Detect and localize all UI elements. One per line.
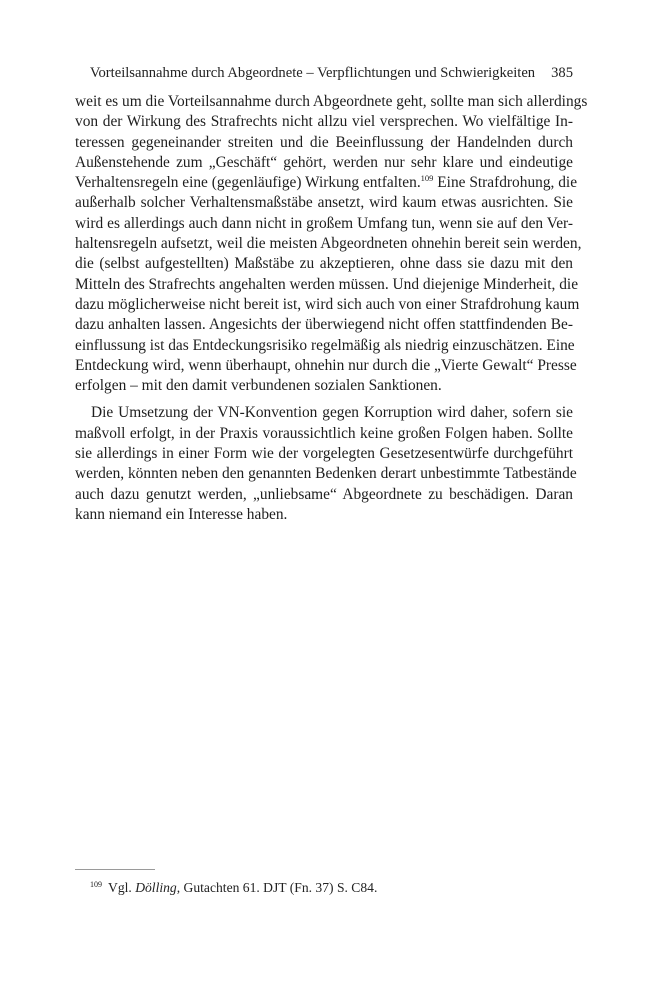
text-line: Die Umsetzung der VN-Konvention gegen Korruption wird daher, sofern sie (91, 404, 573, 422)
page-number: 385 (551, 65, 573, 81)
text-line: dazu möglicherweise nicht bereit ist, wird sich auch von einer Strafdrohung kaum (75, 295, 580, 313)
running-header-title: Vorteilsannahme durch Abgeordnete – Verpflichtungen und Schwierigkeiten (89, 65, 536, 81)
text-line: außerhalb solcher Verhaltensmaßstäbe ansetzt, wird kaum etwas ausrichten. Sie (75, 194, 573, 212)
text-line: sie allerdings in einer Form wie der vorgelegten Gesetzesentwürfe durchgeführt (75, 445, 573, 463)
footnote-citation: , Gutachten 61. DJT (Fn. 37) S. C84. (176, 880, 378, 895)
text-line: dazu anhalten lassen. Angesichts der überwiegend nicht offen stattfindenden Be- (75, 316, 573, 334)
text-line (75, 173, 578, 193)
footnote-divider (75, 869, 155, 870)
paragraph-2 (75, 403, 577, 525)
footnote-prefix: Vgl. (108, 880, 136, 895)
text-line: Mitteln des Strafrechts angehalten werden müssen. Und diejenige Minderheit, die (75, 275, 579, 293)
text-line: einflussung ist das Entdeckungsrisiko regelmäßig als niedrig einzuschätzen. Eine (75, 336, 575, 354)
text-line: weit es um die Vorteilsannahme durch Abgeordnete geht, sollte man sich allerdings (75, 93, 588, 110)
text-line: erfolgen – mit den damit verbundenen sozialen Sanktionen. (75, 377, 442, 395)
running-header (75, 63, 573, 83)
text-segment: Verhaltensregeln eine (gegenläufige) Wirkung entfalten. (75, 174, 421, 192)
text-line: kann niemand ein Interesse haben. (75, 505, 288, 523)
text-line: werden, könnten neben den genannten Bedenken derart unbestimmte Tatbestände (75, 465, 577, 483)
text-line: Außenstehende zum „Geschäft“ gehört, werden nur sehr klare und eindeutige (75, 153, 573, 171)
footnote-author: Dölling (135, 880, 177, 895)
text-line: von der Wirkung des Strafrechts nicht allzu viel versprechen. Wo vielfältige In- (75, 113, 573, 131)
text-line: Entdeckung wird, wenn überhaupt, ohnehin nur durch die „Vierte Gewalt“ Presse (75, 356, 577, 374)
footnote-109 (90, 879, 377, 897)
text-line: haltensregeln aufsetzt, weil die meisten Abgeordneten ohnehin bereit sein werden, (75, 235, 582, 253)
text-segment: Eine Strafdrohung, die (433, 174, 578, 192)
text-line: maßvoll erfolgt, in der Praxis voraussichtlich keine großen Folgen haben. Sollte (75, 424, 573, 442)
text-line: wird es allerdings auch dann nicht in großem Umfang tun, wenn sie auf den Ver- (75, 214, 573, 232)
text-line: auch dazu genutzt werden, „unliebsame“ Abgeordnete zu beschädigen. Daran (75, 485, 573, 503)
footnote-reference[interactable]: 109 (420, 173, 434, 184)
footnote-number: 109 (90, 880, 102, 889)
text-line: die (selbst aufgestellten) Maßstäbe zu akzeptieren, ohne dass sie dazu mit den (75, 255, 573, 273)
text-line: teressen gegeneinander streiten und die Beeinflussung der Handelnden durch (75, 133, 573, 151)
body-text (75, 92, 588, 525)
paragraph-1 (75, 92, 588, 396)
